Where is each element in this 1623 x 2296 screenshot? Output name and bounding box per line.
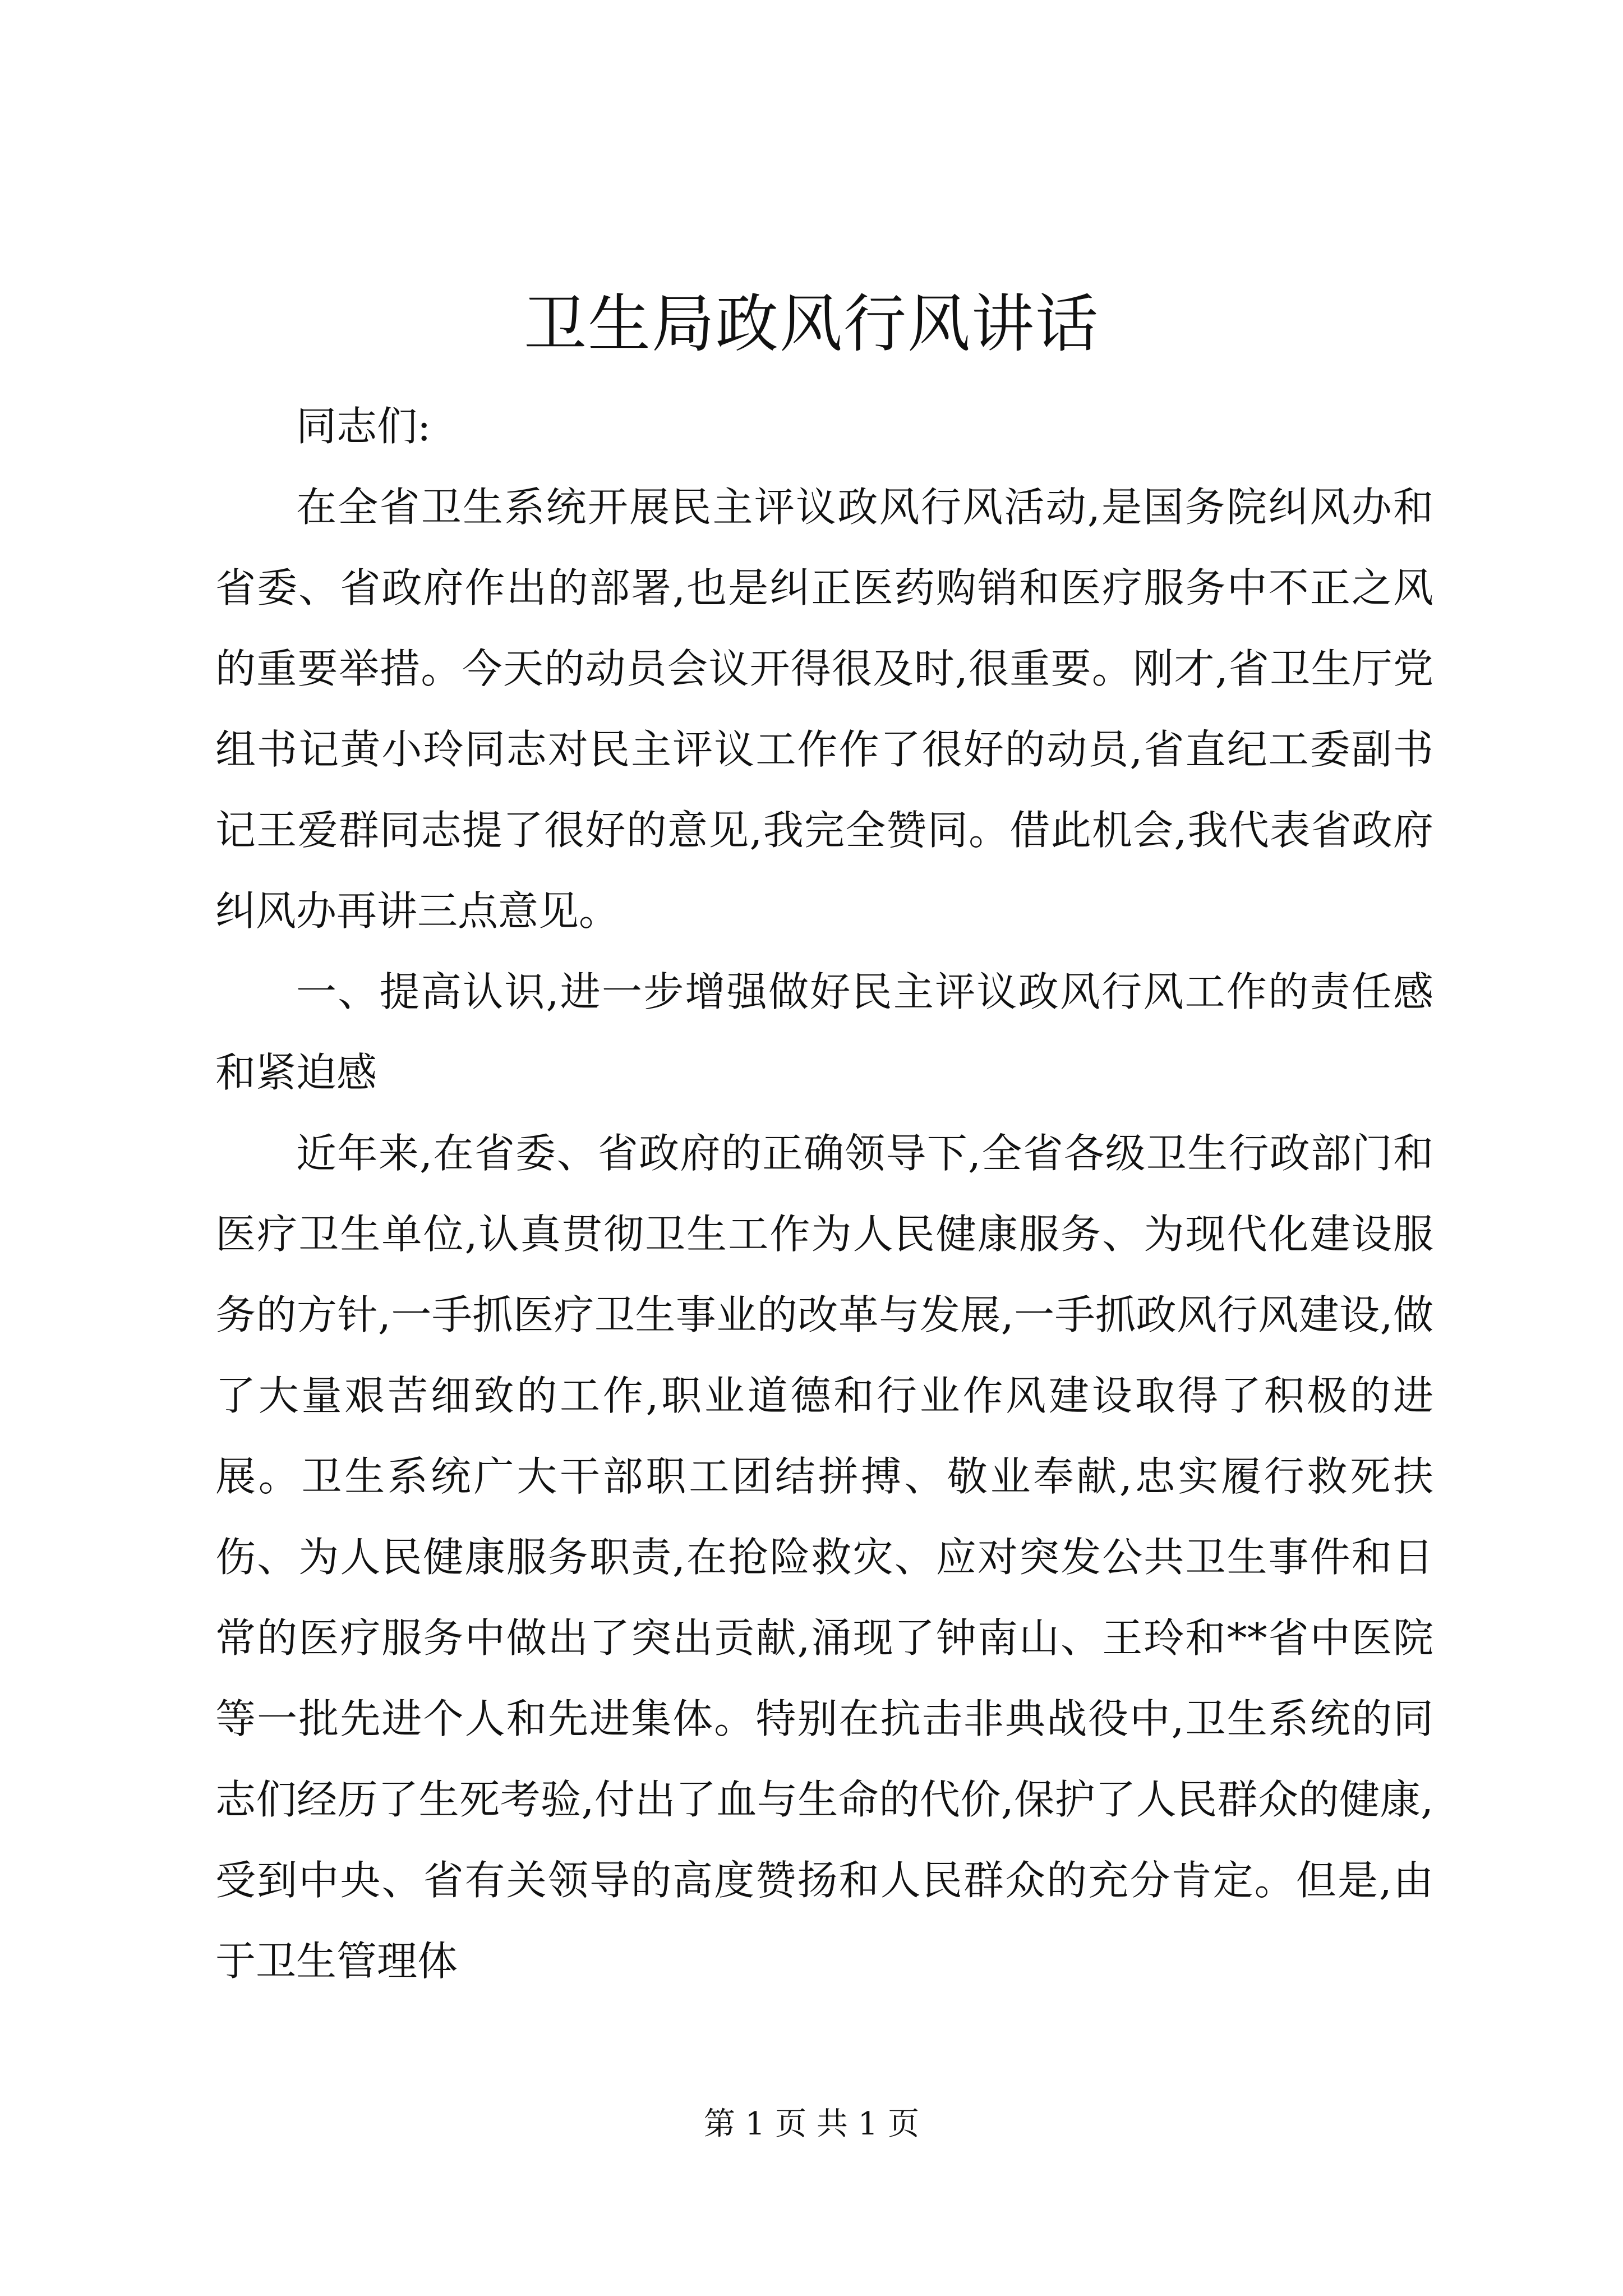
body-paragraph: 近年来,在省委、省政府的正确领导下,全省各级卫生行政部门和医疗卫生单位,认真贯彻卫生工作为人民健康服务、为现代化建设服务的方针,一手抓医疗卫生事业的改革与发展,一手抓政风行风建设,做了大量艰苦细致的工作,职业道德和行业作风建设取得了积极的进展。卫生系统广大干部职工团结拼搏、敬业奉献,忠实履行救死扶伤、为人民健康服务职责,在抢险救灾、应对突发公共卫生事件和日常的医疗服务中做出了突出贡献,涌现了钟南山、王玲和**省中医院等一批先进个人和先进集体。特别在抗击非典战役中,卫生系统的同志们经历了生死考验,付出了血与生命的代价,保护了人民群众的健康,受到中央、省有关领导的高度赞扬和人民群众的充分肯定。但是,由于卫生管理体 — [215, 1130, 1433, 1985]
page-footer: 第 1 页 共 1 页 — [703, 2106, 920, 2142]
intro-paragraph: 在全省卫生系统开展民主评议政风行风活动,是国务院纠风办和省委、省政府作出的部署,也是纠正医药购销和医疗服务中不正之风的重要举措。今天的动员会议开得很及时,很重要。刚才,省卫生厅党组书记黄小玲同志对民主评议工作作了很好的动员,省直纪工委副书记王爱群同志提了很好的意见,我完全赞同。借此机会,我代表省政府纠风办再讲三点意见。 — [215, 484, 1433, 935]
document-title: 卫生局政风行风讲话 — [524, 288, 1099, 361]
document-body — [215, 386, 1433, 2001]
salutation-paragraph: 同志们: — [296, 403, 431, 450]
section-heading-paragraph: 一、提高认识,进一步增强做好民主评议政风行风工作的责任感和紧迫感 — [215, 968, 1433, 1096]
